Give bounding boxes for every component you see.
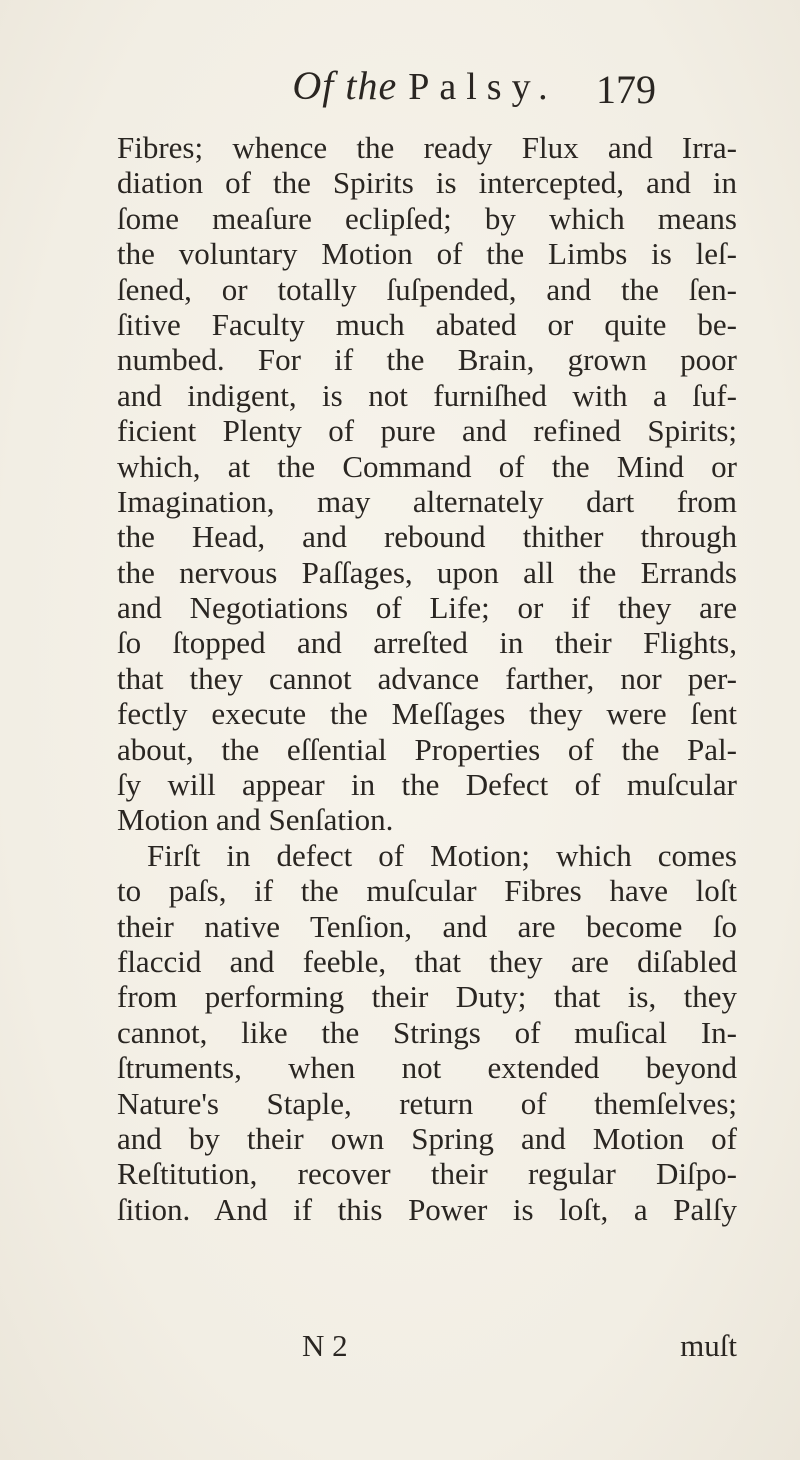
- text-line: and Negotiations of Life; or if they are: [117, 590, 737, 626]
- text-line: ſition. And if this Power is loſt, a Palſy: [117, 1191, 737, 1227]
- text-line: to paſs, if the muſcular Fibres have loſt: [117, 873, 737, 909]
- signature-mark: N 2: [302, 1328, 348, 1363]
- paragraph-end-line: Motion and Senſation.: [117, 802, 394, 838]
- text-line: ſy will appear in the Defect of muſcular: [117, 767, 737, 803]
- page-number: 179: [596, 67, 656, 112]
- text-line: which, at the Command of the Mind or: [117, 448, 737, 484]
- text-line: ſitive Faculty much abated or quite be-: [117, 306, 737, 342]
- text-line: cannot, like the Strings of muſical In-: [117, 1014, 737, 1050]
- text-line: fectly execute the Meſſages they were ſent: [117, 696, 737, 732]
- text-line: Reſtitution, recover their regular Diſpo-: [117, 1156, 737, 1192]
- page-header: [0, 62, 800, 122]
- catchword: muſt: [680, 1328, 737, 1363]
- paragraph-start-line: Firſt in defect of Motion; which comes: [147, 837, 737, 873]
- text-line: their native Tenſion, and are become ſo: [117, 908, 737, 944]
- text-line: ſome meaſure eclipſed; by which means: [117, 200, 737, 236]
- running-title-italic: Of the: [292, 63, 398, 108]
- body-text: [117, 130, 737, 1227]
- text-line: the Head, and rebound thither through: [117, 519, 737, 555]
- text-line: and indigent, is not furniſhed with a ſuf-: [117, 377, 737, 413]
- text-line: Fibres; whence the ready Flux and Irra-: [117, 130, 737, 165]
- text-line: numbed. For if the Brain, grown poor: [117, 342, 737, 378]
- running-title: [292, 62, 557, 109]
- text-line: flaccid and feeble, that they are diſabled: [117, 943, 737, 979]
- text-line: about, the eſſential Properties of the Pal-: [117, 731, 737, 767]
- text-line: and by their own Spring and Motion of: [117, 1120, 737, 1156]
- text-line: from performing their Duty; that is, they: [117, 979, 737, 1015]
- text-line: Imagination, may alternately dart from: [117, 483, 737, 519]
- text-line: the voluntary Motion of the Limbs is leſ-: [117, 236, 737, 272]
- text-line: ſened, or totally ſuſpended, and the ſen-: [117, 271, 737, 307]
- text-line: Nature's Staple, return of themſelves;: [117, 1085, 737, 1121]
- page-footer: [117, 1328, 737, 1368]
- text-line: the nervous Paſſages, upon all the Errands: [117, 554, 737, 590]
- text-line: diation of the Spirits is intercepted, and in: [117, 165, 737, 201]
- text-line: ſtruments, when not extended beyond: [117, 1050, 737, 1086]
- text-line: ficient Plenty of pure and refined Spirits;: [117, 413, 737, 449]
- text-line: ſo ſtopped and arreſted in their Flights,: [117, 625, 737, 661]
- text-line: that they cannot advance farther, nor per-: [117, 660, 737, 696]
- running-title-caps: Palsy.: [408, 66, 558, 108]
